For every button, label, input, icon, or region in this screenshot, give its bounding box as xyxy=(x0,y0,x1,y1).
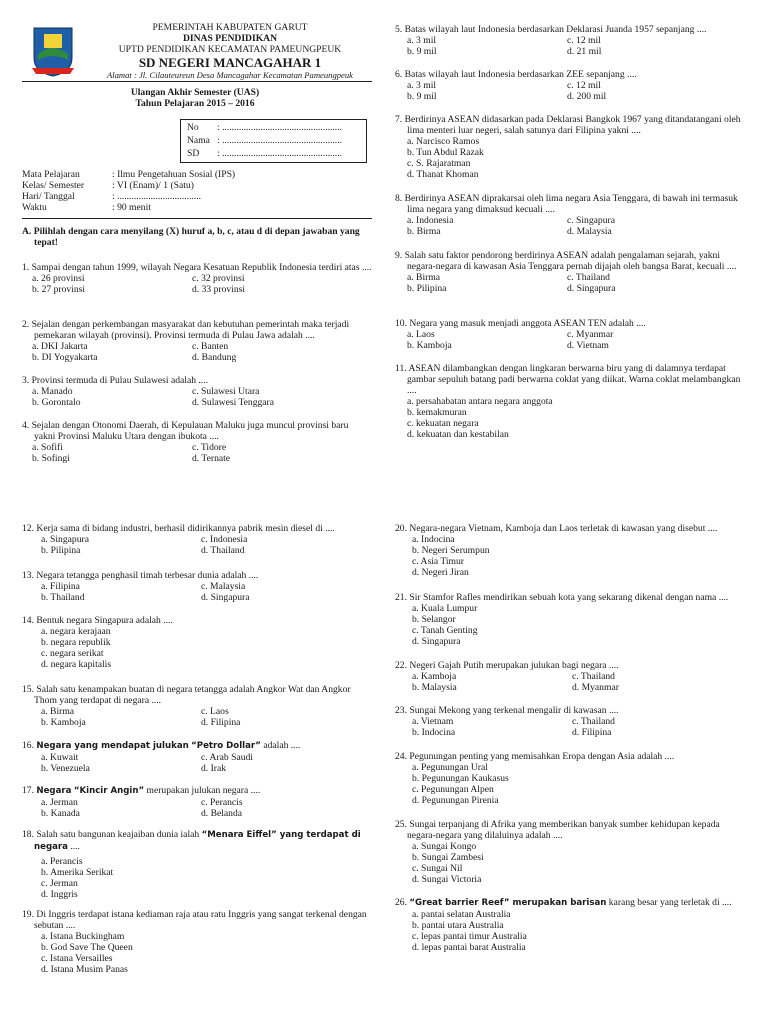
option-d[interactable]: d. Pegunungan Pirenia xyxy=(412,795,499,806)
option-d[interactable]: d. Singapura xyxy=(201,592,250,603)
option-a[interactable]: a. 3 mil xyxy=(407,35,437,46)
info-row xyxy=(22,191,372,202)
option-a[interactable]: a. Kuala Lumpur xyxy=(412,603,478,614)
option-b[interactable]: b. Pilipina xyxy=(407,283,447,294)
option-b[interactable]: b. negara republik xyxy=(41,637,111,648)
question-quote: “Petro Dollar” xyxy=(191,741,261,751)
option-b[interactable]: b. 27 provinsi xyxy=(32,284,86,295)
option-d[interactable]: d. kekuatan dan kestabilan xyxy=(407,429,509,440)
option-c[interactable]: c. Myanmar xyxy=(567,329,614,340)
question-text: 21. Sir Stamfor Rafles mendirikan sebuah kota yang sekarang dikenal dengan nama .... xyxy=(395,592,729,603)
id-value: : .................................................. xyxy=(217,135,342,146)
school-name: SD NEGERI MANCAGAHAR 1 xyxy=(138,55,322,70)
option-d[interactable]: d. Thailand xyxy=(201,545,245,556)
option-b[interactable]: b. Tun Abdul Razak xyxy=(407,147,484,158)
question-23 xyxy=(395,705,745,738)
id-label: SD xyxy=(187,148,200,159)
option-c[interactable]: c. Perancis xyxy=(201,797,243,808)
question-highlight: “Menara Eiffel” yang terdapat di negara xyxy=(34,830,361,852)
option-a[interactable]: a. Birma xyxy=(41,706,75,717)
question-14 xyxy=(22,615,372,670)
option-c[interactable]: c. lepas pantai timur Australia xyxy=(412,931,527,942)
question-9 xyxy=(395,250,745,294)
option-c[interactable]: c. Thailand xyxy=(572,716,615,727)
option-d[interactable]: d. Sungai Victoria xyxy=(412,874,482,885)
question-22 xyxy=(395,660,745,693)
question-11 xyxy=(395,363,745,440)
option-a[interactable]: a. Kuwait xyxy=(41,752,79,763)
question-13 xyxy=(22,570,372,603)
question-text: 14. Bentuk negara Singapura adalah .... xyxy=(22,615,173,626)
question-2 xyxy=(22,319,372,363)
question-text xyxy=(22,785,372,797)
question-15 xyxy=(22,684,372,728)
option-a[interactable]: a. Jerman xyxy=(41,797,78,808)
option-a[interactable]: a. Sofifi xyxy=(32,442,63,453)
option-c[interactable]: c. Arab Saudi xyxy=(201,752,253,763)
option-c[interactable]: c. Istana Versailles xyxy=(41,953,113,964)
option-d[interactable]: d. Singapura xyxy=(412,636,461,647)
question-text: 10. Negara yang masuk menjadi anggota ASEAN TEN adalah .... xyxy=(395,318,646,329)
option-c[interactable]: c. Sulawesi Utara xyxy=(192,386,260,397)
option-b[interactable]: b. Gorontalo xyxy=(32,397,81,408)
info-label: Kelas/ Semester xyxy=(22,180,85,191)
question-text xyxy=(22,740,372,752)
question-text xyxy=(22,829,372,853)
option-a[interactable]: a. Narcisco Ramos xyxy=(407,136,480,147)
option-c[interactable]: c. kekuatan negara xyxy=(407,418,479,429)
option-b[interactable]: b. Thailand xyxy=(41,592,85,603)
question-highlight: “Great barrier Reef” merupakan barisan xyxy=(409,898,607,908)
option-b[interactable]: b. Birma xyxy=(407,226,441,237)
option-a[interactable]: a. Kamboja xyxy=(412,671,457,682)
id-row-sd[interactable] xyxy=(187,148,366,159)
option-b[interactable]: b. Kamboja xyxy=(41,717,86,728)
question-text: 6. Batas wilayah laut Indonesia berdasarkan ZEE sepanjang .... xyxy=(395,69,637,80)
info-row xyxy=(22,169,372,180)
question-8 xyxy=(395,193,745,237)
question-rest: adalah .... xyxy=(260,740,301,751)
option-a[interactable]: a. Birma xyxy=(407,272,441,283)
option-a[interactable]: a. DKI Jakarta xyxy=(32,341,88,352)
option-d[interactable]: d. lepas pantai barat Australia xyxy=(412,942,526,953)
header-line-uptd: UPTD PENDIDIKAN KECAMATAN PAMEUNGPEUK xyxy=(118,44,342,55)
option-a[interactable]: a. Sungai Kongo xyxy=(412,841,477,852)
option-b[interactable]: b. Pilipina xyxy=(41,545,81,556)
option-d[interactable]: d. negara kapitalis xyxy=(41,659,112,670)
info-row xyxy=(22,180,372,191)
option-c[interactable]: c. Thailand xyxy=(567,272,610,283)
question-rest: karang besar yang terletak di .... xyxy=(606,897,732,908)
option-a[interactable]: a. Singapura xyxy=(41,534,89,545)
option-a[interactable]: a. Filipina xyxy=(41,581,80,592)
option-c[interactable]: c. Malaysia xyxy=(201,581,246,592)
option-d[interactable]: d. 33 provinsi xyxy=(192,284,246,295)
option-b[interactable]: b. pantai utara Australia xyxy=(412,920,504,931)
question-text: 1. Sampai dengan tahun 1999, wilayah Negara Kesatuan Republik Indonesia terdiri atas .... xyxy=(22,262,372,273)
student-id-box xyxy=(180,119,367,163)
question-text: 11. ASEAN dilambangkan dengan lingkaran berwarna biru yang di dalamnya terdapat gambar sepuluh batang padi berwarna coklat yang diikat. Warna coklat melambangkan .... xyxy=(395,363,741,396)
id-label: Nama xyxy=(187,135,210,146)
header-line-government: PEMERINTAH KABUPATEN GARUT xyxy=(152,22,308,33)
info-value: : 90 menit xyxy=(112,202,151,213)
info-row xyxy=(22,202,372,213)
option-b[interactable]: b. Pegunungan Kaukasus xyxy=(412,773,509,784)
option-d[interactable]: d. Belanda xyxy=(201,808,243,819)
option-d[interactable]: d. Thanat Khoman xyxy=(407,169,479,180)
info-label: Waktu xyxy=(22,202,47,213)
info-rule xyxy=(22,218,372,219)
question-number: 26. xyxy=(395,897,407,908)
question-text: 12. Kerja sama di bidang industri, berhasil didirikannya pabrik mesin diesel di .... xyxy=(22,523,335,534)
option-b[interactable]: b. Kamboja xyxy=(407,340,452,351)
option-a[interactable]: a. Vietnam xyxy=(412,716,454,727)
option-c[interactable]: c. Banten xyxy=(192,341,229,352)
exam-name: Ulangan Akhir Semester (UAS) xyxy=(130,87,260,98)
id-row-nama[interactable] xyxy=(187,135,366,146)
option-c[interactable]: c. 12 mil xyxy=(567,35,601,46)
option-b[interactable]: b. Malaysia xyxy=(412,682,457,693)
question-text: 13. Negara tetangga penghasil timah terbesar dunia adalah .... xyxy=(22,570,259,581)
option-c[interactable]: c. Sungai Nil xyxy=(412,863,463,874)
option-d[interactable]: d. Negeri Jiran xyxy=(412,567,469,578)
option-a[interactable]: a. persahabatan antara negara anggota xyxy=(407,396,553,407)
question-12 xyxy=(22,523,372,556)
option-d[interactable]: d. 200 mil xyxy=(567,91,607,102)
question-25 xyxy=(395,819,745,885)
option-a[interactable]: a. Indocina xyxy=(412,534,455,545)
option-d[interactable]: d. 21 mil xyxy=(567,46,602,57)
question-10 xyxy=(395,318,745,351)
option-c[interactable]: c. Pegunungan Alpen xyxy=(412,784,494,795)
option-c[interactable]: c. Laos xyxy=(201,706,229,717)
option-a[interactable]: a. Pegunungan Ural xyxy=(412,762,488,773)
option-d[interactable]: d. Malaysia xyxy=(567,226,612,237)
school-address: Alamat : Jl. Cilauteureun Desa Mancagahar Kecamatan Pameungpeuk xyxy=(107,70,353,80)
option-b[interactable]: b. DI Yogyakarta xyxy=(32,352,98,363)
question-18 xyxy=(22,829,372,900)
option-b[interactable]: b. Amerika Serikat xyxy=(41,867,114,878)
info-value: : VI (Enam)/ 1 (Satu) xyxy=(112,180,194,191)
header-rule xyxy=(22,81,372,82)
exam-year: Tahun Pelajaran 2015 – 2016 xyxy=(135,98,255,109)
option-a[interactable]: a. Manado xyxy=(32,386,73,397)
option-c[interactable]: c. Singapura xyxy=(567,215,615,226)
option-c[interactable]: c. Thailand xyxy=(572,671,615,682)
question-17 xyxy=(22,785,372,819)
question-text: 22. Negeri Gajah Putih merupakan julukan bagi negara .... xyxy=(395,660,619,671)
question-highlight: Negara yang mendapat julukan xyxy=(36,741,189,751)
question-1 xyxy=(22,262,372,295)
question-text: 15. Salah satu kenampakan buatan di negara tetangga adalah Angkor Wat dan Angkor Thom yang terdapat di negara .... xyxy=(22,684,351,706)
id-value: : .................................................. xyxy=(217,148,342,159)
option-d[interactable]: d. Vietnam xyxy=(567,340,609,351)
option-d[interactable]: d. Singapura xyxy=(567,283,616,294)
question-text: 20. Negara-negara Vietnam, Kamboja dan Laos terletak di kawasan yang disebut .... xyxy=(395,523,718,534)
option-a[interactable]: a. 3 mil xyxy=(407,80,437,91)
question-24 xyxy=(395,751,745,806)
letterhead xyxy=(100,22,360,81)
option-b[interactable]: b. 9 mil xyxy=(407,91,437,102)
question-number: 16. xyxy=(22,740,34,751)
question-text: 7. Berdirinya ASEAN didasarkan pada Deklarasi Bangkok 1967 yang ditandatangani oleh lima menteri luar negeri, salah satunya dari Filipina yakni .... xyxy=(395,114,741,136)
option-b[interactable]: b. 9 mil xyxy=(407,46,437,57)
option-a[interactable]: a. 26 provinsi xyxy=(32,273,85,284)
option-b[interactable]: b. Venezuela xyxy=(41,763,90,774)
option-c[interactable]: c. Tanah Genting xyxy=(412,625,478,636)
option-c[interactable]: c. Tidore xyxy=(192,442,227,453)
question-text: 4. Sejalan dengan Otonomi Daerah, di Kepulauan Maluku juga muncul provinsi baru yakni Provinsi Maluku Utara dengan ibukota .... xyxy=(22,420,349,442)
question-text: 23. Sungai Mekong yang terkenal mengalir di kawasan .... xyxy=(395,705,619,716)
subject-info xyxy=(22,169,372,213)
option-d[interactable]: d. Inggris xyxy=(41,889,78,900)
option-c[interactable]: c. S. Rajaratman xyxy=(407,158,471,169)
option-c[interactable]: c. 32 provinsi xyxy=(192,273,245,284)
question-20 xyxy=(395,523,745,578)
question-text: 3. Provinsi termuda di Pulau Sulawesi adalah .... xyxy=(22,375,208,386)
option-b[interactable]: b. Sofingi xyxy=(32,453,70,464)
info-value: : Ilmu Pengetahuan Sosial (IPS) xyxy=(112,169,236,180)
question-text: 24. Pegunungan penting yang memisahkan Eropa dengan Asia adalah .... xyxy=(395,751,675,762)
option-a[interactable]: a. Istana Buckingham xyxy=(41,931,125,942)
option-d[interactable]: d. Bandung xyxy=(192,352,237,363)
question-6 xyxy=(395,69,745,102)
question-5 xyxy=(395,24,745,57)
option-d[interactable]: d. Irak xyxy=(201,763,227,774)
option-b[interactable]: b. Negeri Serumpun xyxy=(412,545,490,556)
option-a[interactable]: a. Indonesia xyxy=(407,215,454,226)
question-text: 9. Salah satu faktor pendorong berdirinya ASEAN adalah pengalaman sejarah, yakni negara-negara di kawasan Asia Tenggara pernah dijajah oleh bangsa Barat, kecuali .... xyxy=(395,250,737,272)
option-b[interactable]: b. Indocina xyxy=(412,727,456,738)
info-value: : ................................... xyxy=(112,191,202,202)
question-pre: 18. Salah satu bangunan keajaiban dunia ialah xyxy=(22,829,202,840)
id-label: No xyxy=(187,122,199,133)
question-quote: “Kincir Angin” xyxy=(73,786,145,796)
question-number: 17. xyxy=(22,785,34,796)
option-d[interactable]: d. Ternate xyxy=(192,453,231,464)
question-16 xyxy=(22,740,372,774)
question-text: 2. Sejalan dengan perkembangan masyarakat dan kebutuhan pemerintah maka terjadi pemekaran wilayah (provinsi). Provinsi termuda di Pulau Jawa adalah .... xyxy=(22,319,350,341)
question-text: 19. Di Inggris terdapat istana kediaman raja atau ratu Inggris yang sangat terkenal dengan sebutan .... xyxy=(22,909,367,931)
school-logo xyxy=(30,24,76,80)
option-b[interactable]: b. God Save The Queen xyxy=(41,942,133,953)
question-21 xyxy=(395,592,745,647)
question-text xyxy=(395,897,745,909)
option-a[interactable]: a. Laos xyxy=(407,329,435,340)
header-line-agency: DINAS PENDIDIKAN xyxy=(182,33,278,44)
question-text: 25. Sungai terpanjang di Afrika yang memberikan banyak sumber kehidupan kepada negara-negara yang dilaluinya adalah .... xyxy=(395,819,720,841)
option-b[interactable]: b. Sungai Zambesi xyxy=(412,852,484,863)
info-label: Mata Pelajaran xyxy=(22,169,80,180)
question-text: 8. Berdirinya ASEAN diprakarsai oleh lima negara Asia Tenggara, di bawah ini termasuk lima negara yang dimaksud kecuali .... xyxy=(395,193,738,215)
option-b[interactable]: b. Kanada xyxy=(41,808,80,819)
option-d[interactable]: d. Istana Musim Panas xyxy=(41,964,128,975)
question-highlight: Negara xyxy=(36,786,72,796)
question-rest: .... xyxy=(67,841,80,852)
option-d[interactable]: d. Sulawesi Tenggara xyxy=(192,397,275,408)
question-4 xyxy=(22,420,372,464)
exam-title xyxy=(100,87,290,109)
option-d[interactable]: d. Filipina xyxy=(201,717,241,728)
question-19 xyxy=(22,909,372,975)
option-c[interactable]: c. Indonesia xyxy=(201,534,248,545)
option-c[interactable]: c. Asia Timur xyxy=(412,556,464,567)
option-a[interactable]: a. pantai selatan Australia xyxy=(412,909,511,920)
question-text: 5. Batas wilayah laut Indonesia berdasarkan Deklarasi Juanda 1957 sepanjang .... xyxy=(395,24,707,35)
question-3 xyxy=(22,375,372,408)
option-b[interactable]: b. Selangor xyxy=(412,614,456,625)
option-a[interactable]: a. negara kerajaan xyxy=(41,626,111,637)
option-d[interactable]: d. Filipina xyxy=(572,727,612,738)
question-rest: merupakan julukan negara .... xyxy=(144,785,261,796)
option-c[interactable]: c. 12 mil xyxy=(567,80,601,91)
id-value: : .................................................. xyxy=(217,122,342,133)
option-c[interactable]: c. Jerman xyxy=(41,878,78,889)
option-b[interactable]: b. kemakmuran xyxy=(407,407,467,418)
option-c[interactable]: c. negara serikat xyxy=(41,648,104,659)
question-26 xyxy=(395,897,745,953)
option-a[interactable]: a. Perancis xyxy=(41,856,83,867)
id-row-no[interactable] xyxy=(187,122,366,133)
instruction: A. Pilihlah dengan cara menyilang (X) huruf a, b, c, atau d di depan jawaban yang tepat! xyxy=(22,226,360,248)
question-7 xyxy=(395,114,745,180)
info-label: Hari/ Tanggal xyxy=(22,191,75,202)
option-d[interactable]: d. Myanmar xyxy=(572,682,619,693)
